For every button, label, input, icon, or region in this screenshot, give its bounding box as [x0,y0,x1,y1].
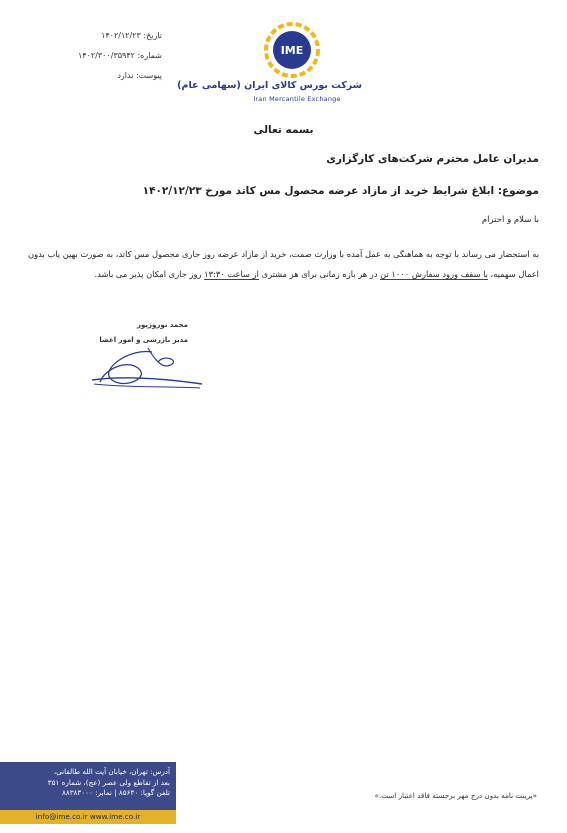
letter-meta [52,26,162,86]
date-value: ۱۴۰۲/۱۲/۲۳ [101,31,141,40]
bismillah-heading: بسمه تعالی [253,124,314,136]
body-underlined-2: از ساعت ۱۳:۳۰ [204,269,259,279]
body-text-1: به استحضار می رساند با توجه به هماهنگی به عمل آمده با وزارت صمت، خرید از مازاد عرضه روز جاری محصول مس کاتد، به صورت بهین یاب بدون اعمال سهمیه، [28,249,539,279]
signatory-name: محمد نوروزپور [136,321,188,329]
number-label: شماره: [137,51,162,60]
footer-contact-box [0,762,176,824]
footer-contacts: info@ime.co.ir www.ime.co.ir [0,810,176,824]
handwritten-signature-icon [60,318,210,398]
greeting: با سلام و احترام [481,215,539,225]
company-name-fa: شرکت بورس کالای ایران (سهامی عام) [177,80,362,91]
date-row [52,26,162,46]
footer-address [48,767,170,799]
address-line-3: تلفن گویا: ۸۵۶۴۰ | نمابر: ۸۸۳۸۳۰۰۰ [61,788,170,797]
attachment-row [52,66,162,86]
logo-mark-text: IME [280,44,304,57]
addressee: مدیران عامل محترم شرکت‌های کارگزاری [326,153,539,165]
ime-logo-icon [262,22,322,78]
body-underlined-1: با سقف ورود سفارش ۱۰۰۰ تن [380,269,488,279]
date-label: تاریخ: [143,31,162,40]
company-name-en: Iran Mercantile Exchange [253,95,341,103]
number-row [52,46,162,66]
letter-body [28,244,539,284]
body-text-3: روز جاری امکان پذیر می باشد. [94,269,205,279]
validity-note: «پرینت نامه بدون درج مهر برجسته فاقد اعتبار است.» [374,791,537,800]
body-text-2: در هر بازه زمانی برای هر مشتری [258,269,381,279]
address-line-2: بعد از تقاطع ولی عصر (عج)، شماره ۳۵۱ [47,777,170,787]
attachment-label: پیوست: [135,71,162,80]
address-line-1: آدرس: تهران، خیابان آیت الله طالقانی، [53,767,170,776]
number-value: ۱۴۰۲/۳۰۰/۳۵۹۴۲ [77,51,135,60]
attachment-value: ندارد [117,71,134,80]
letter-subject: موضوع: ابلاغ شرایط خرید از مازاد عرضه محصول مس کاتد مورخ ۱۴۰۲/۱۲/۲۳ [142,185,539,197]
signature-block [60,318,210,398]
company-logo [177,22,362,110]
signatory-title: مدیر بازرسی و امور اعضا [99,336,188,344]
